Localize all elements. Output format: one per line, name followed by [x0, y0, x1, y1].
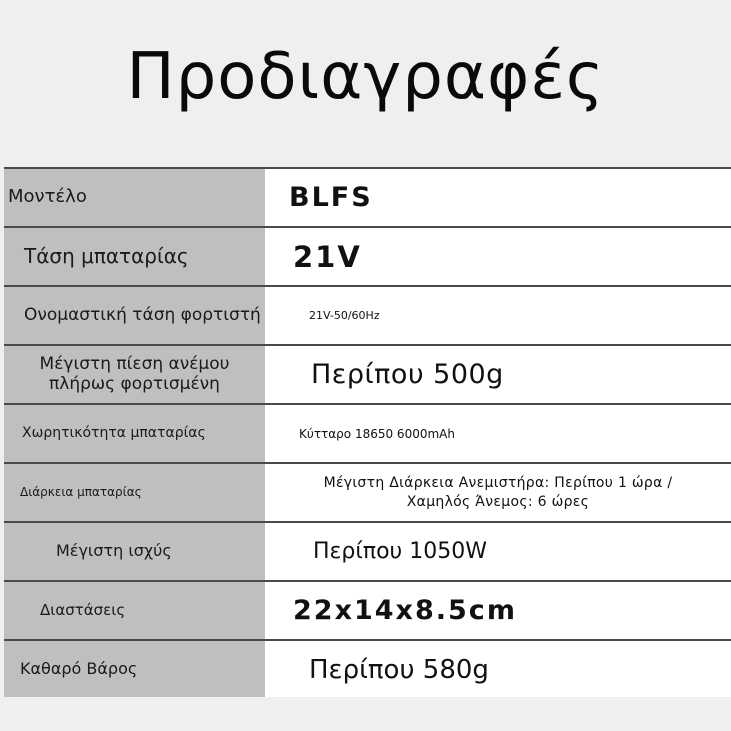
spec-value-line: Μέγιστη Διάρκεια Ανεμιστήρα: Περίπου 1 ώρα / [323, 474, 673, 491]
spec-value [265, 464, 731, 521]
spec-label: Διάρκεια μπαταρίας [4, 464, 265, 521]
spec-label: Μέγιστη ισχύς [4, 523, 265, 580]
spec-row-model [4, 169, 731, 228]
bottom-margin [0, 697, 731, 731]
spec-label: Ονομαστική τάση φορτιστή [4, 287, 265, 344]
spec-row-charger-voltage [4, 287, 731, 346]
spec-value: Περίπου 580g [265, 641, 731, 698]
spec-value: Κύτταρο 18650 6000mAh [265, 405, 731, 462]
spec-label-line: Μέγιστη πίεση ανέμου [39, 353, 230, 374]
spec-value-line: Χαμηλός Άνεμος: 6 ώρες [406, 493, 590, 510]
spec-label [4, 346, 265, 403]
spec-row-net-weight [4, 641, 731, 700]
page-title: Προδιαγραφές [126, 40, 605, 114]
spec-value: BLFS [265, 169, 731, 226]
spec-row-dimensions [4, 582, 731, 641]
spec-label: Τάση μπαταρίας [4, 228, 265, 285]
spec-value: 21V [265, 228, 731, 285]
spec-value: Περίπου 1050W [265, 523, 731, 580]
spec-value: 21V-50/60Hz [265, 287, 731, 344]
spec-row-battery-voltage [4, 228, 731, 287]
spec-label-line: πλήρως φορτισμένη [49, 373, 220, 394]
spec-table [4, 167, 731, 700]
spec-row-battery-life [4, 464, 731, 523]
spec-value: 22x14x8.5cm [265, 582, 731, 639]
spec-label: Μοντέλο [4, 169, 265, 226]
spec-row-max-wind-pressure [4, 346, 731, 405]
spec-row-max-power [4, 523, 731, 582]
spec-label: Χωρητικότητα μπαταρίας [4, 405, 265, 462]
spec-value: Περίπου 500g [265, 346, 731, 403]
spec-row-battery-capacity [4, 405, 731, 464]
spec-label: Διαστάσεις [4, 582, 265, 639]
spec-label: Καθαρό Βάρος [4, 641, 265, 698]
